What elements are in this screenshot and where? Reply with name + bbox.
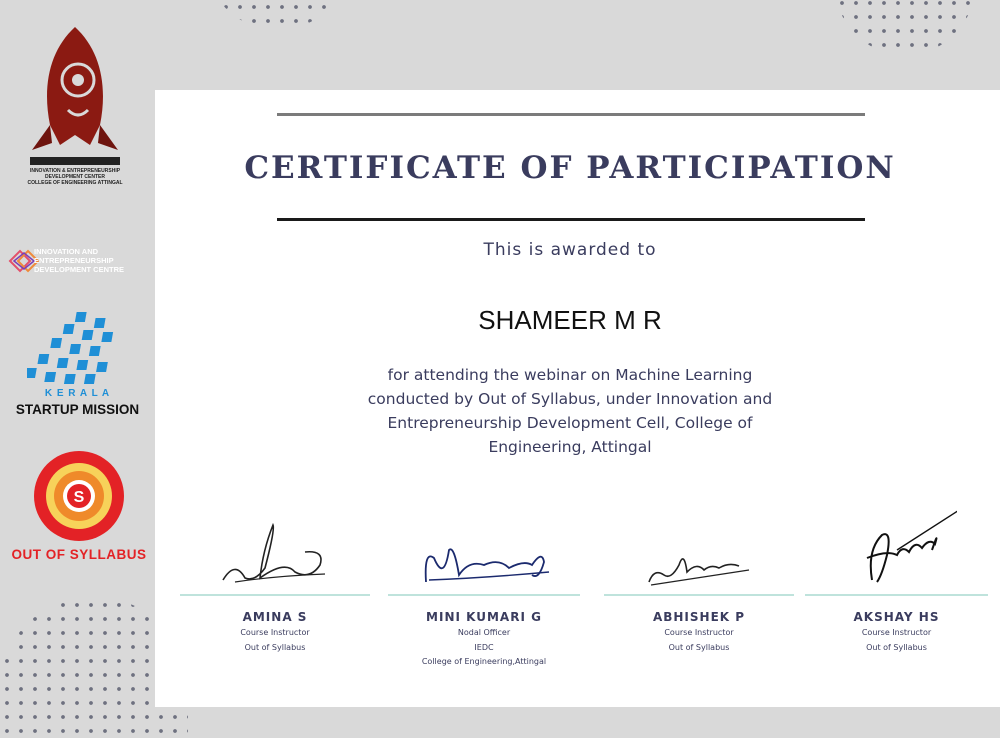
signatory-block bbox=[388, 520, 580, 668]
signatory-name: MINI KUMARI G bbox=[426, 610, 542, 624]
signature-amina bbox=[215, 520, 335, 590]
signatory-org: Out of Syllabus bbox=[866, 642, 927, 652]
signatory-org: Out of Syllabus bbox=[244, 642, 306, 652]
signatory-role: Course Instructor bbox=[240, 628, 310, 637]
signature-line bbox=[604, 594, 794, 596]
iedc-caption-1: INNOVATION & ENTREPRENEURSHIP bbox=[29, 168, 121, 174]
title-bottom-rule bbox=[277, 218, 865, 221]
signature-akshay bbox=[837, 500, 957, 590]
signature-line bbox=[388, 594, 580, 596]
signatory-org: Out of Syllabus bbox=[668, 642, 730, 652]
signature-line bbox=[180, 594, 370, 596]
rocket-icon bbox=[20, 25, 130, 165]
signatory-name: AKSHAY HS bbox=[853, 610, 940, 624]
ied-caption-1: INNOVATION AND bbox=[34, 247, 99, 256]
ied-centre-logo bbox=[6, 245, 154, 277]
recipient-name: SHAMEER M R bbox=[478, 305, 662, 335]
signatory-name: AMINA S bbox=[242, 610, 308, 624]
signatory-name: ABHISHEK P bbox=[652, 610, 746, 624]
awarded-text: This is awarded to bbox=[483, 240, 657, 260]
signatory-block bbox=[180, 520, 370, 653]
checker-flag-icon bbox=[27, 310, 127, 385]
logo-sidebar bbox=[0, 0, 155, 707]
iedc-logo bbox=[20, 25, 130, 195]
certificate-title: CERTIFICATE OF PARTICIPATION bbox=[244, 150, 896, 186]
iedc-caption-3: COLLEGE OF ENGINEERING ATTINGAL bbox=[27, 180, 123, 186]
ied-caption-3: DEVELOPMENT CENTRE bbox=[34, 265, 125, 274]
ksum-mission-text: STARTUP MISSION bbox=[15, 402, 140, 417]
iedc-caption-2: DEVELOPMENT CENTER bbox=[44, 174, 105, 180]
svg-text:S: S bbox=[73, 489, 85, 506]
signatory-role: Course Instructor bbox=[664, 628, 734, 637]
out-of-syllabus-logo bbox=[5, 450, 153, 570]
signature-mini-kumari bbox=[414, 520, 554, 590]
dot-pattern-decoration bbox=[835, 0, 975, 55]
certificate-description: for attending the webinar on Machine Learning conducted by Out of Syllabus, under Innovation and Entrepreneurship Development Cell, College of Engineering, Attingal bbox=[367, 366, 773, 456]
dot-pattern-decoration bbox=[205, 0, 350, 30]
signatory-role: Nodal Officer bbox=[457, 628, 511, 637]
ied-caption-2: ENTREPRENEURSHIP bbox=[34, 256, 114, 265]
signatory-role: Course Instructor bbox=[861, 628, 932, 637]
signature-line bbox=[805, 594, 988, 596]
signatory-org: IEDC bbox=[474, 642, 494, 652]
syllabus-s-icon bbox=[29, 450, 129, 542]
signature-abhishek bbox=[639, 520, 759, 590]
signatory-block bbox=[805, 500, 988, 653]
ksum-logo bbox=[5, 310, 150, 425]
ksum-kerala-text: K E R A L A bbox=[44, 388, 111, 399]
title-top-rule bbox=[277, 113, 865, 116]
signatory-block bbox=[604, 520, 794, 653]
iedc-wordmark bbox=[30, 157, 120, 165]
oos-text: OUT OF SYLLABUS bbox=[11, 547, 147, 562]
signatory-institution: College of Engineering,Attingal bbox=[421, 657, 547, 666]
